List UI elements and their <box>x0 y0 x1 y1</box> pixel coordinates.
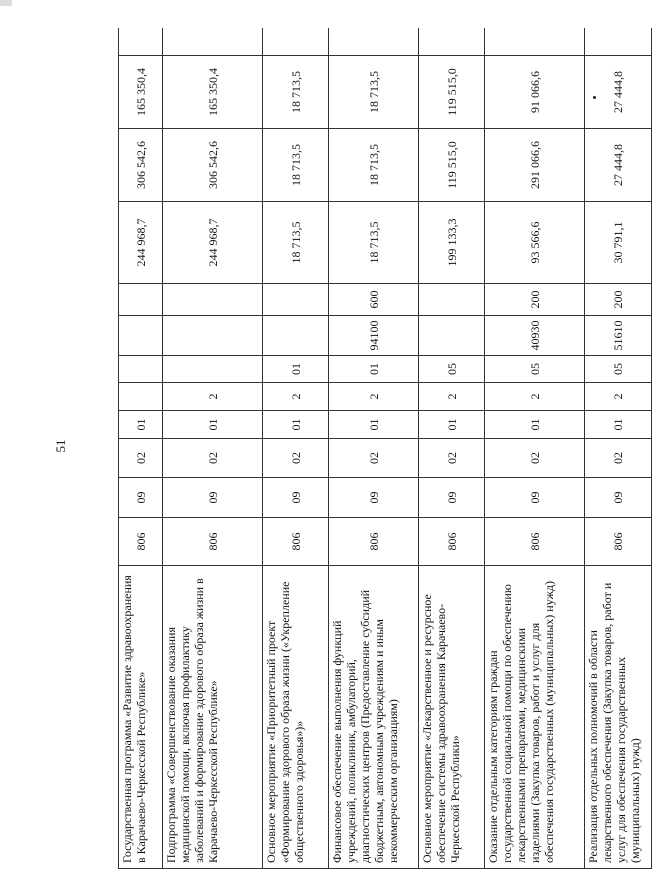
col-1 <box>485 518 585 566</box>
amount-2 <box>329 129 419 202</box>
row-name <box>163 566 263 869</box>
row-name-text: Основное мероприятие «Лекарственное и ресурсное обеспечение системы здравоохранения Карачаево-Черкесской Республики» <box>420 594 462 863</box>
amount-2-text: 306 542,6 <box>134 141 148 189</box>
scan-corner-mark <box>0 0 12 6</box>
col-5-text: 2 <box>528 393 542 400</box>
col-4-text: 01 <box>367 418 381 431</box>
amount-3-text: 91 066,6 <box>528 71 542 113</box>
amount-1-text: 244 968,7 <box>206 218 220 267</box>
col-5 <box>119 383 163 411</box>
row-name-text: Основное мероприятие «Приоритетный проект «Формирование здорового образа жизни («Укрепление общественного здоровья»)» <box>264 581 306 863</box>
row-name-text: Финансовое обеспечение выполнения функций учреждений, поликлиник, амбулаторий, диагностических центров (Предоставление субсидий бюджетным, автономным учреждениям и иным некоммерческим организациям) <box>330 589 400 863</box>
col-8 <box>263 284 329 316</box>
col-5 <box>485 383 585 411</box>
col-7-text: 51610 <box>611 320 625 351</box>
col-2-text: 09 <box>289 491 303 504</box>
col-1-text: 806 <box>206 532 220 551</box>
col-2-text: 09 <box>367 491 381 504</box>
row-name <box>485 566 585 869</box>
amount-2-text: 18 713,5 <box>289 144 303 186</box>
col-7 <box>585 316 651 356</box>
amount-2-text: 18 713,5 <box>367 144 381 186</box>
col-4-text: 01 <box>528 418 542 431</box>
col-5-text: 2 <box>445 393 459 400</box>
budget-table-body <box>118 28 650 869</box>
col-2 <box>263 478 329 518</box>
col-3 <box>419 439 485 478</box>
amount-1-text: 30 791,1 <box>611 221 625 264</box>
col-7 <box>419 316 485 356</box>
amount-2 <box>585 129 651 202</box>
col-4-text: 01 <box>445 418 459 431</box>
col-4 <box>163 411 263 439</box>
amount-2-text: 119 515,0 <box>445 141 459 189</box>
amount-1-text: 18 713,5 <box>289 221 303 264</box>
amount-2 <box>163 129 263 202</box>
row-name-text: Государственная программа «Развитие здравоохранения в Карачаево-Черкесской Республике» <box>120 575 148 863</box>
col-2 <box>329 478 419 518</box>
amount-3-text: 27 444,8 <box>611 71 625 113</box>
col-1 <box>163 518 263 566</box>
amount-2-text: 291 066,6 <box>528 141 542 189</box>
amount-2 <box>419 129 485 202</box>
amount-1 <box>263 202 329 284</box>
col-3-text: 02 <box>611 452 625 464</box>
row-name-text: Подпрограмма «Совершенствование оказания медицинской помощи, включая профилактику заболеваний и формирование здорового образа жизни в Карачаево-Черкесской Республике» <box>164 578 220 863</box>
col-6-text: 01 <box>289 363 303 375</box>
amount-3 <box>263 55 329 129</box>
col-2-text: 09 <box>528 491 542 504</box>
amount-3-text: 18 713,5 <box>289 71 303 113</box>
row-name <box>119 566 163 869</box>
amount-1 <box>163 202 263 284</box>
col-8-text: 200 <box>528 290 542 309</box>
row-name <box>585 566 651 869</box>
col-3 <box>163 439 263 478</box>
col-6-text: 05 <box>445 363 459 375</box>
col-8 <box>485 284 585 316</box>
col-1-text: 806 <box>611 532 625 551</box>
col-7 <box>119 316 163 356</box>
amount-3 <box>119 55 163 129</box>
col-3 <box>329 439 419 478</box>
col-6 <box>263 356 329 383</box>
table-row <box>328 28 419 869</box>
amount-3 <box>329 55 419 129</box>
row-name-text: Оказание отдельным категориям граждан государственной социальной помощи по обеспечению лекарственными препаратами, медицинскими изделиями (Закупка товаров, работ и услуг для обеспечения государственных (муниципальных) нужд) <box>486 581 556 863</box>
table-row <box>118 28 163 869</box>
col-4 <box>329 411 419 439</box>
page-number: 51 <box>53 439 68 453</box>
col-4-text: 01 <box>206 418 220 431</box>
amount-2-text: 27 444,8 <box>611 144 625 186</box>
amount-3 <box>163 55 263 129</box>
amount-1-text: 244 968,7 <box>134 218 148 267</box>
col-6 <box>329 356 419 383</box>
col-2-text: 09 <box>134 491 148 504</box>
col-3-text: 02 <box>367 452 381 464</box>
col-2-text: 09 <box>206 491 220 504</box>
col-1-text: 806 <box>134 532 148 551</box>
col-7 <box>485 316 585 356</box>
amount-2 <box>485 129 585 202</box>
col-2-text: 09 <box>611 491 625 504</box>
amount-3 <box>485 55 585 129</box>
col-7 <box>263 316 329 356</box>
col-2 <box>585 478 651 518</box>
col-1-text: 806 <box>445 532 459 551</box>
table-row <box>484 28 585 869</box>
col-4 <box>119 411 163 439</box>
col-1 <box>329 518 419 566</box>
col-3-text: 02 <box>289 452 303 464</box>
col-3 <box>485 439 585 478</box>
col-1 <box>419 518 485 566</box>
col-7 <box>163 316 263 356</box>
table-row <box>162 28 263 869</box>
col-8-text: 600 <box>367 290 381 309</box>
amount-3 <box>419 55 485 129</box>
col-3-text: 02 <box>134 452 148 464</box>
col-1 <box>263 518 329 566</box>
col-4-text: 01 <box>134 418 148 431</box>
amount-1 <box>119 202 163 284</box>
budget-table <box>118 28 650 869</box>
col-5 <box>163 383 263 411</box>
col-3 <box>119 439 163 478</box>
col-6-text: 05 <box>611 363 625 375</box>
col-1 <box>585 518 651 566</box>
col-6 <box>585 356 651 383</box>
col-6 <box>419 356 485 383</box>
amount-1-text: 93 566,6 <box>528 221 542 264</box>
row-name-text: Реализация отдельных полномочий в области лекарственного обеспечения (Закупка товаров, работ и услуг для обеспечения государственных (муниципальных) нужд) <box>586 582 642 863</box>
amount-3-text: 119 515,0 <box>445 68 459 116</box>
col-4 <box>585 411 651 439</box>
table-row <box>418 28 485 869</box>
col-2-text: 09 <box>445 491 459 504</box>
col-2 <box>485 478 585 518</box>
col-6 <box>163 356 263 383</box>
col-3 <box>263 439 329 478</box>
col-7-text: 40930 <box>528 320 542 351</box>
col-7-text: 94100 <box>367 320 381 351</box>
col-4 <box>419 411 485 439</box>
col-4-text: 01 <box>289 418 303 431</box>
col-3-text: 02 <box>445 452 459 464</box>
amount-1 <box>419 202 485 284</box>
col-5 <box>419 383 485 411</box>
col-8-text: 200 <box>611 290 625 309</box>
col-4 <box>485 411 585 439</box>
col-3 <box>585 439 651 478</box>
amount-3 <box>585 55 651 129</box>
col-3-text: 02 <box>528 452 542 464</box>
col-6 <box>485 356 585 383</box>
col-6-text: 05 <box>528 363 542 375</box>
col-4-text: 01 <box>611 418 625 431</box>
amount-2 <box>119 129 163 202</box>
table-row <box>262 28 329 869</box>
col-1 <box>119 518 163 566</box>
col-2 <box>119 478 163 518</box>
col-5-text: 2 <box>289 393 303 400</box>
col-8 <box>329 284 419 316</box>
col-8 <box>119 284 163 316</box>
col-5-text: 2 <box>611 393 625 400</box>
col-1-text: 806 <box>367 532 381 551</box>
col-2 <box>163 478 263 518</box>
amount-3-text: 165 350,4 <box>134 68 148 116</box>
col-5 <box>263 383 329 411</box>
col-1-text: 806 <box>528 532 542 551</box>
amount-3-text: 165 350,4 <box>206 68 220 116</box>
table-row <box>584 28 652 869</box>
col-5 <box>585 383 651 411</box>
amount-1-text: 199 133,3 <box>445 218 459 267</box>
col-7 <box>329 316 419 356</box>
amount-1 <box>485 202 585 284</box>
col-5 <box>329 383 419 411</box>
row-name <box>263 566 329 869</box>
amount-2-text: 306 542,6 <box>206 141 220 189</box>
col-1-text: 806 <box>289 532 303 551</box>
amount-1-text: 18 713,5 <box>367 221 381 264</box>
col-8 <box>419 284 485 316</box>
row-name <box>329 566 419 869</box>
amount-1 <box>585 202 651 284</box>
col-4 <box>263 411 329 439</box>
col-3-text: 02 <box>206 452 220 464</box>
col-5-text: 2 <box>367 393 381 400</box>
col-2 <box>419 478 485 518</box>
amount-1 <box>329 202 419 284</box>
col-8 <box>163 284 263 316</box>
amount-3-text: 18 713,5 <box>367 71 381 113</box>
amount-2 <box>263 129 329 202</box>
col-5-text: 2 <box>206 393 220 400</box>
col-6-text: 01 <box>367 363 381 375</box>
col-6 <box>119 356 163 383</box>
row-name <box>419 566 485 869</box>
col-8 <box>585 284 651 316</box>
